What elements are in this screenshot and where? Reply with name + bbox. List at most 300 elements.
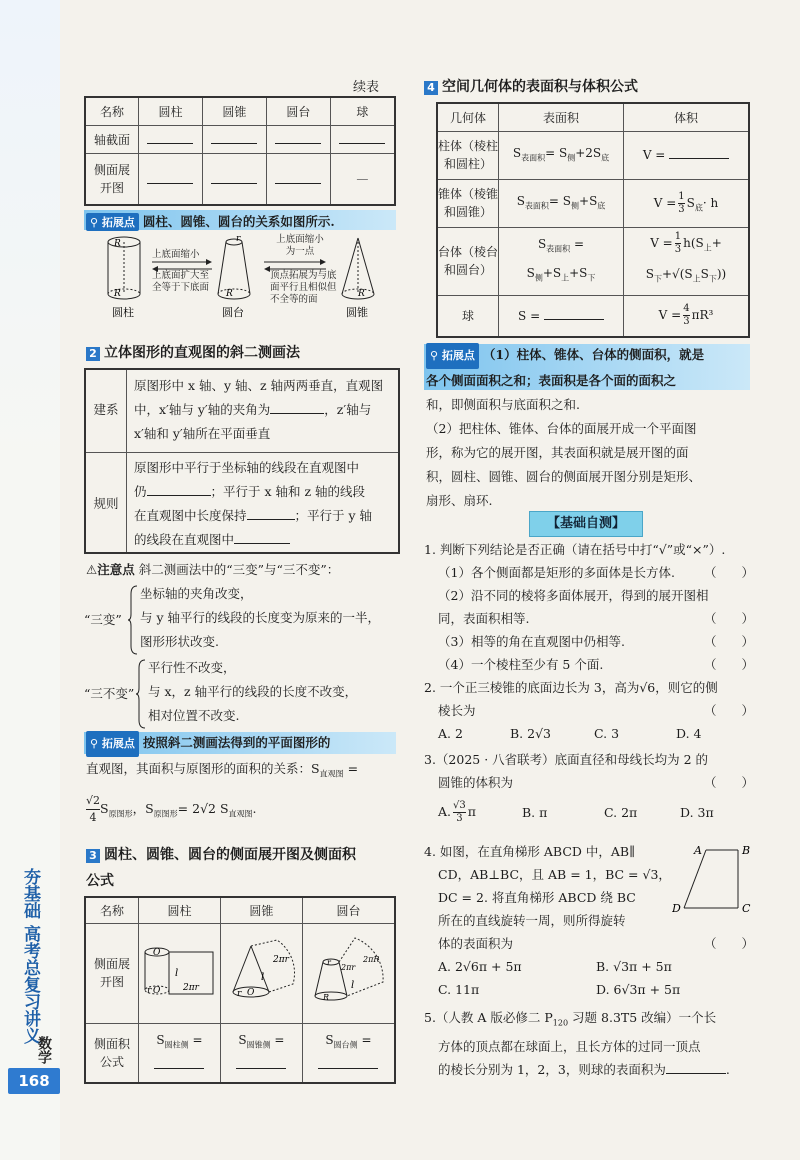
blank-cell	[139, 125, 203, 153]
sec4-title: 空间几何体的表面积与体积公式	[442, 79, 638, 95]
q4-options-row1	[424, 955, 754, 978]
ext3-p1-a-text: （1）柱体、锥体、台体的侧面积，就是	[482, 347, 705, 362]
magnifier-icon: ⚲	[430, 349, 439, 362]
th-area: 表面积	[499, 103, 624, 131]
note-heading	[86, 560, 339, 578]
q4-stem-e: 体的表面积为	[438, 936, 514, 951]
cone-development-figure	[221, 932, 301, 1012]
row-development-label	[85, 923, 139, 1023]
magnifier-icon: ⚲	[90, 216, 99, 229]
frus-formula-cell	[302, 1023, 395, 1083]
q5-stem-c-row	[424, 1058, 754, 1081]
q3-option-c[interactable]: C. 2π	[604, 805, 638, 820]
sec4-num: 4	[424, 81, 438, 95]
fr-area-s: S	[537, 236, 547, 251]
fr-vol-l2d: ))	[716, 267, 727, 281]
sphere-area-cell	[499, 295, 624, 337]
cone-left	[342, 238, 358, 294]
sec2-row1-label: 建系	[93, 402, 119, 417]
ext1-figure	[96, 232, 396, 324]
th-name: 名称	[85, 897, 139, 923]
spine-brand: 夯基础	[20, 868, 40, 919]
blank-cell	[330, 125, 395, 153]
sec3-title-b: 公式	[86, 873, 114, 889]
q4-option-b[interactable]: B. √3π + 5π	[596, 959, 672, 974]
frus-formula-s: S	[325, 1033, 334, 1048]
ext2-line-a	[86, 731, 398, 757]
th-frustum: 圆台	[266, 97, 330, 125]
q3-option-d[interactable]: D. 3π	[680, 805, 714, 820]
q3-frac-den: 3	[456, 813, 463, 824]
q3-option-b[interactable]: B. π	[522, 805, 548, 820]
q1-stem: 1. 判断下列结论是否正确（请在括号中打“√”或“×”）.	[424, 542, 726, 557]
q1-item-3-row	[424, 630, 754, 653]
q2-option-c[interactable]: C. 3	[594, 726, 620, 741]
q5-stem-c: 的棱长分别为 1，2，3，则球的表面积为	[438, 1061, 666, 1077]
blank-cell	[266, 153, 330, 205]
sph-frac-num: 4	[683, 303, 690, 315]
ext3-p1-b: 各个侧面面积之和；表面积是各个面的面积之	[426, 373, 677, 388]
sec2-row2-line-a: 原图形中平行于坐标轴的线段在直观图中	[134, 460, 360, 475]
q1-item-1-row	[424, 561, 754, 584]
row-axial-section: 轴截面	[85, 125, 139, 153]
sec3-title-a: 圆柱、圆锥、圆台的侧面展开图及侧面积	[104, 847, 356, 863]
cone-2pir: 2πr	[273, 954, 290, 965]
q3-paren[interactable]: （ ）	[703, 775, 754, 790]
sec2-row1-line-c: x′轴和 y′轴所在平面垂直	[134, 426, 271, 441]
q1-item-3: （3）相等的角在直观图中仍相等.	[438, 634, 625, 649]
q2-option-a[interactable]: A. 2	[438, 726, 463, 741]
page-number: 168	[8, 1068, 60, 1094]
prism-area-rest: = S	[545, 146, 568, 161]
q4-stem-e-row	[424, 932, 754, 955]
label-B: B	[742, 844, 751, 857]
ext1-badge	[86, 213, 139, 231]
sph-vol-rest: πR³	[691, 308, 714, 323]
q2-paren[interactable]: （ ）	[703, 703, 754, 718]
frus-dev-cell	[302, 923, 395, 1023]
sec2-row2-b1: 仍	[134, 484, 147, 499]
cyl-o-top: O	[153, 947, 161, 958]
cyl-l: l	[175, 967, 179, 979]
cyl-o-bot: O	[153, 985, 161, 996]
arrow-right-1-head	[206, 259, 212, 265]
cone-formula-sub: 圆锥侧	[246, 1040, 271, 1050]
note-badge: 注意点	[97, 562, 135, 577]
cyl-dev-cell	[139, 923, 221, 1023]
row-lateral-development	[85, 153, 139, 205]
blank-cyl	[154, 1058, 204, 1069]
change-2: 与 y 轴平行的线段的长度变为原来的一半，	[140, 610, 381, 625]
cone-name: 圆锥	[346, 306, 368, 319]
prism-vol-cell	[624, 131, 750, 179]
ext3-p2-b: 形，称为它的展开图，其表面积就是展开图的面	[426, 445, 689, 460]
q3-stem-a: 3.（2025 · 八省联考）底面直径和母线长均为 2 的	[424, 752, 709, 767]
row-sphere-label: 球	[437, 295, 499, 337]
fr-area-l2b: +S	[542, 266, 562, 280]
fr-vol-l2c: S	[700, 267, 709, 281]
pyr-vol-end: · h	[702, 195, 719, 210]
sec2-row1-b1: 中，x′轴与 y′轴的夹角为	[134, 402, 271, 417]
row-label-b: 和圆锥）	[443, 205, 492, 219]
sec4-table	[436, 102, 750, 338]
label-D: D	[672, 902, 681, 915]
pyr-frac	[678, 191, 684, 216]
pyr-area-rest2: +S	[579, 194, 598, 209]
pyr-frac-num: 1	[678, 190, 685, 202]
row-label-a: 柱体（棱柱	[438, 139, 499, 153]
prism-vol: V =	[642, 148, 666, 162]
q5-stem-a: 5.（人教 A 版必修二 P	[424, 1010, 553, 1025]
three-nochange-label: “三不变”	[84, 686, 135, 701]
cone-right	[358, 238, 374, 294]
sph-area: S =	[518, 308, 541, 323]
sec3-title-row	[86, 842, 396, 894]
fig-label-right-bottom: 顶点拓展为与底面平行且相似但不全等的面	[270, 270, 337, 305]
basic-test-label: 【基础自测】	[529, 511, 643, 537]
row-frustum-label	[437, 227, 499, 295]
th-cylinder: 圆柱	[139, 97, 203, 125]
prism-area-sub: 表面积	[521, 153, 546, 163]
q2-stem-b: 棱长为	[438, 703, 476, 718]
q4-stem-c: DC = 2. 将直角梯形 ABCD 绕 BC	[438, 890, 636, 905]
q3-option-a-frac	[453, 800, 466, 825]
pyr-vol-sub: 底	[694, 202, 703, 212]
q4-options-row2	[424, 978, 754, 1001]
cyl-formula-eq: =	[192, 1033, 203, 1048]
row-label-b: 公式	[99, 1054, 124, 1069]
q3-option-a[interactable]	[438, 800, 522, 825]
sec2-row2-d1: 的线段在直观图中	[134, 532, 235, 547]
pyr-area-rest: = S	[548, 194, 572, 209]
cone-o: O	[247, 987, 255, 998]
q5-stem-a2: 习题 8.3T5 改编）一个长	[568, 1010, 717, 1025]
q4-option-d[interactable]: D. 6√3π + 5π	[596, 982, 681, 997]
cyl-formula-sub: 圆柱侧	[164, 1040, 189, 1050]
frus-right	[242, 242, 250, 294]
cone-l: l	[261, 971, 265, 983]
fr-area-l2: S	[526, 266, 535, 280]
sec2-divider-v	[126, 370, 127, 552]
spine-series: 高考总复习讲义	[20, 925, 40, 1044]
sec2-table	[84, 368, 400, 554]
fr-area-sub2: 侧	[534, 273, 543, 283]
magnifier-icon: ⚲	[90, 737, 99, 750]
sec2-row2-line-d	[134, 528, 394, 552]
sec2-row1-line-a: 原图形中 x 轴、y 轴、z 轴两两垂直，直观图	[134, 378, 384, 393]
cone-dev-cell	[220, 923, 302, 1023]
ext2-text-a: 按照斜二测画法得到的平面图形的	[142, 735, 331, 750]
prism-area-sub3: 底	[601, 153, 610, 163]
fr-vol-rest: h(S	[683, 235, 704, 250]
fr-vol: V =	[650, 235, 673, 250]
q1-block	[424, 538, 754, 676]
fr-area-sub3: 上	[561, 273, 570, 283]
ext3-p2-a: （2）把柱体、锥体、台体的面展开成一个平面图	[426, 421, 697, 436]
pyr-area-sub3: 底	[597, 201, 606, 211]
ext2-badge	[86, 731, 139, 757]
row-label-b: 和圆柱）	[443, 157, 492, 171]
ext2-text-b: 直观图，其面积与原图形的面积的关系：S	[86, 761, 320, 776]
fig-label-left-bottom: 上底面扩大至全等于下底面	[152, 270, 210, 293]
cone-formula-eq: =	[274, 1033, 285, 1048]
q1-item-4: （4）一个棱柱至少有 5 个面.	[438, 657, 604, 672]
ext2-sub-yuan2: 原图形	[153, 809, 178, 818]
sec2-row2-text	[134, 456, 394, 552]
q4-stem-b: CD，AB⊥BC，且 AB = 1，BC = √3，	[438, 867, 671, 882]
sec2-divider-h	[86, 452, 398, 453]
q1-item-2b: 同，表面积相等.	[438, 611, 530, 626]
th-cone: 圆锥	[220, 897, 302, 923]
q1-paren-4[interactable]: （ ）	[703, 657, 754, 672]
fr-vol-sub: 上	[703, 243, 712, 252]
frus-R: R	[323, 992, 330, 1002]
pyr-vol-rest: S	[686, 195, 695, 210]
row-label-a: 台体（棱台	[438, 245, 499, 259]
ext2-frac-num: √2	[86, 793, 100, 810]
ext1-line	[86, 212, 335, 231]
ext2-end: .	[252, 800, 257, 816]
q1-paren-2[interactable]: （ ）	[703, 611, 754, 626]
q4-trapezoid-figure	[672, 842, 756, 918]
ext2-eq: =	[347, 761, 359, 776]
fr-vol-sub4: 下	[708, 274, 717, 284]
frus-name: 圆台	[222, 306, 244, 319]
blank-q5-answer[interactable]	[666, 1061, 726, 1074]
q4-stem-a: 4. 如图，在直角梯形 ABCD 中，AB∥	[424, 844, 635, 859]
nochange-1: 平行性不改变，	[148, 660, 236, 675]
sec2-row2-c1: 在直观图中长度保持	[134, 508, 247, 523]
row-prism-label	[437, 131, 499, 179]
sec4-title-row	[424, 76, 638, 96]
row-formula-label	[85, 1023, 139, 1083]
q3-option-a-post: π	[467, 804, 476, 819]
blank-cell	[266, 125, 330, 153]
frus-l: l	[351, 979, 355, 991]
cyl-2pir: 2πr	[183, 982, 200, 993]
q1-item-2: （2）沿不同的棱将多面体展开，得到的展开图相	[438, 588, 709, 603]
prism-area-s: S	[512, 146, 522, 161]
arrow-right-2-head	[320, 259, 326, 265]
sph-frac	[683, 303, 689, 328]
three-change-label: “三变”	[84, 612, 122, 627]
q1-paren-1[interactable]: （ ）	[703, 565, 754, 580]
pyramid-vol-cell	[624, 179, 750, 227]
row-label-b: 和圆台）	[443, 263, 492, 277]
blank-cell	[202, 125, 266, 153]
change-3: 图形形状改变.	[140, 634, 219, 649]
cone-r: r	[237, 988, 242, 999]
q3-frac-num: √3	[453, 800, 466, 811]
ext3-block	[426, 343, 752, 513]
q5-block	[424, 1006, 754, 1081]
q4-stem-d: 所在的直线旋转一周，则所得旋转	[438, 913, 626, 928]
th-volume: 体积	[624, 103, 750, 131]
ext3-p2-d: 扇形、扇环.	[426, 493, 493, 508]
q3-block	[424, 748, 754, 825]
q1-item-2b-row	[424, 607, 754, 630]
blank-length	[247, 507, 295, 520]
q1-item-4-row	[424, 653, 754, 676]
warning-icon: ⚠	[86, 562, 98, 577]
ext3-p1-a	[426, 343, 752, 369]
sec2-row1-line-b	[134, 398, 394, 422]
brace-nochange	[136, 658, 146, 730]
q4-option-c[interactable]: C. 11π	[438, 982, 480, 997]
fr-area-sub4: 下	[587, 273, 596, 283]
q3-option-a-pre: A.	[438, 804, 452, 819]
sec2-row2-label: 规则	[93, 496, 119, 511]
frus-2pir: 2πr	[341, 962, 356, 972]
q1-item-2-row	[424, 584, 754, 607]
ext2-line-b	[86, 757, 398, 787]
fr-vol-rest2: +	[711, 235, 722, 250]
cyl-r: r	[147, 985, 152, 996]
prism-area-rest2: +2S	[575, 146, 602, 161]
frus-left	[218, 242, 226, 294]
sec2-title: 立体图形的直观图的斜二测画法	[104, 345, 300, 361]
sph-vol: V =	[658, 308, 682, 323]
prism-area-sub2: 侧	[567, 153, 576, 163]
ext2-badge-label: 拓展点	[101, 737, 135, 750]
sec2-row1-text	[134, 374, 394, 446]
cyl-development-figure	[139, 932, 219, 1012]
th-name: 名称	[85, 97, 139, 125]
row-label-a: 锥体（棱锥	[438, 187, 499, 201]
frus-bottom-back	[218, 289, 250, 294]
ext2-frac	[86, 793, 100, 826]
blank-sphere-area	[544, 309, 604, 320]
frustum-area-cell	[499, 227, 624, 295]
nochange-3: 相对位置不改变.	[148, 708, 240, 723]
blank-prism-vol	[669, 148, 729, 159]
q2-stem-b-row	[424, 699, 754, 722]
ext2-text-c: S	[100, 800, 109, 816]
blank-y-length	[234, 531, 290, 544]
q3-stem-b-row	[424, 771, 754, 794]
sec3-num: 3	[86, 849, 100, 863]
fr-frac-num: 1	[674, 230, 682, 242]
ext2-frac-den: 4	[89, 810, 97, 824]
ext2-block	[86, 731, 398, 826]
fr-vol-l2: S	[645, 267, 654, 281]
pyr-vol: V =	[653, 195, 677, 210]
sec2-row2-line-b	[134, 480, 394, 504]
row-label-a: 侧面展	[93, 957, 130, 971]
sph-frac-den: 3	[683, 316, 690, 328]
q2-option-b[interactable]: B. 2√3	[510, 726, 552, 741]
blank-parallel	[147, 483, 211, 496]
row-label-b: 开图	[99, 180, 124, 195]
fr-area-l2c: +S	[569, 266, 588, 280]
frus-formula-eq: =	[361, 1033, 372, 1048]
pyr-area-s: S	[516, 194, 525, 209]
q2-options	[424, 722, 754, 745]
blank-cone	[236, 1058, 286, 1069]
cyl-name: 圆柱	[112, 306, 134, 319]
q1-paren-3[interactable]: （ ）	[703, 634, 754, 649]
q5-stem-end: .	[725, 1061, 730, 1077]
th-sphere: 球	[330, 97, 395, 125]
ext3-badge	[426, 343, 479, 369]
frus-r: r	[327, 957, 332, 967]
row-label-a: 侧面展	[93, 162, 130, 177]
q4-paren[interactable]: （ ）	[703, 936, 754, 951]
prism-area-cell	[499, 131, 624, 179]
fig-label-right-top: 上底面缩小为一点	[276, 234, 324, 257]
cyl-r-bottom: R	[114, 289, 121, 299]
q2-option-d[interactable]: D. 4	[676, 726, 702, 741]
table-solids-continued	[84, 96, 396, 206]
q2-stem-a: 2. 一个正三棱锥的底面边长为 3，高为√6，则它的侧	[424, 680, 718, 695]
blank-angle	[270, 401, 324, 414]
ext2-line-c	[86, 793, 398, 826]
edge-DA	[684, 850, 706, 908]
ext2-sub-yuan: 原图形	[108, 809, 133, 818]
pyramid-area-cell	[499, 179, 624, 227]
pyr-area-sub2: 侧	[571, 201, 580, 211]
q3-options	[424, 800, 754, 825]
frus-r-top: r	[236, 234, 241, 244]
fr-vol-l2b: +√(S	[662, 267, 693, 281]
sec3-table	[84, 896, 396, 1084]
sphere-vol-cell	[624, 295, 750, 337]
nochange-list	[148, 656, 398, 728]
fr-vol-sub2: 下	[654, 274, 662, 284]
pyr-area-sub: 表面积	[524, 201, 549, 211]
cyl-formula-s: S	[156, 1033, 165, 1048]
row-label-a: 侧面积	[93, 1036, 130, 1051]
q2-block	[424, 676, 754, 745]
frus-2piR: 2πR	[363, 954, 380, 964]
frustum-development-figure	[303, 932, 393, 1012]
frus-r-bottom: R	[226, 289, 233, 299]
sec2-title-row	[86, 342, 300, 362]
q4-option-a[interactable]: A. 2√6π + 5π	[438, 959, 522, 974]
ext2-text-e: = 2√2 S	[177, 800, 229, 816]
sec2-row2-line-c	[134, 504, 394, 528]
fr-frac-den: 3	[674, 243, 682, 255]
q5-stem-a-sub: 120	[552, 1018, 569, 1028]
blank-frus	[318, 1058, 378, 1069]
ext3-p1-c: 和，即侧面积与底面积之和.	[426, 397, 580, 412]
sec2-num: 2	[86, 347, 100, 361]
cone-formula-cell	[220, 1023, 302, 1083]
brace-change	[128, 584, 138, 656]
frus-formula-sub: 圆台侧	[333, 1040, 358, 1050]
note-text: 斜二测画法中的“三变”与“三不变”：	[138, 562, 340, 577]
label-A: A	[694, 844, 702, 857]
pyr-frac-den: 3	[678, 203, 685, 215]
ext2-sub-zhiguan: 直观图	[319, 769, 344, 779]
frus-bottom	[218, 294, 250, 299]
fr-area-eq: =	[574, 236, 585, 251]
ext2-sub-zhiguan2: 直观图	[228, 809, 253, 818]
q5-stem-a-row	[424, 1006, 754, 1035]
cyl-bottom	[108, 294, 140, 299]
fig-label-left-top: 上底面缩小	[152, 249, 200, 260]
label-C: C	[742, 902, 751, 915]
cyl-r-top: R	[114, 239, 121, 249]
ext3-p2-c: 积，圆柱、圆锥、圆台的侧面展开图分别是矩形、	[426, 469, 702, 484]
ext3-badge-label: 拓展点	[441, 349, 475, 362]
cone-r-bottom: R	[358, 289, 365, 299]
row-label-b: 开图	[99, 975, 124, 989]
q3-stem-b: 圆锥的体积为	[438, 775, 514, 790]
continued-label: 续表	[353, 80, 380, 95]
sec2-row2-c2: ；平行于 y 轴	[294, 508, 373, 523]
blank-cell	[202, 153, 266, 205]
